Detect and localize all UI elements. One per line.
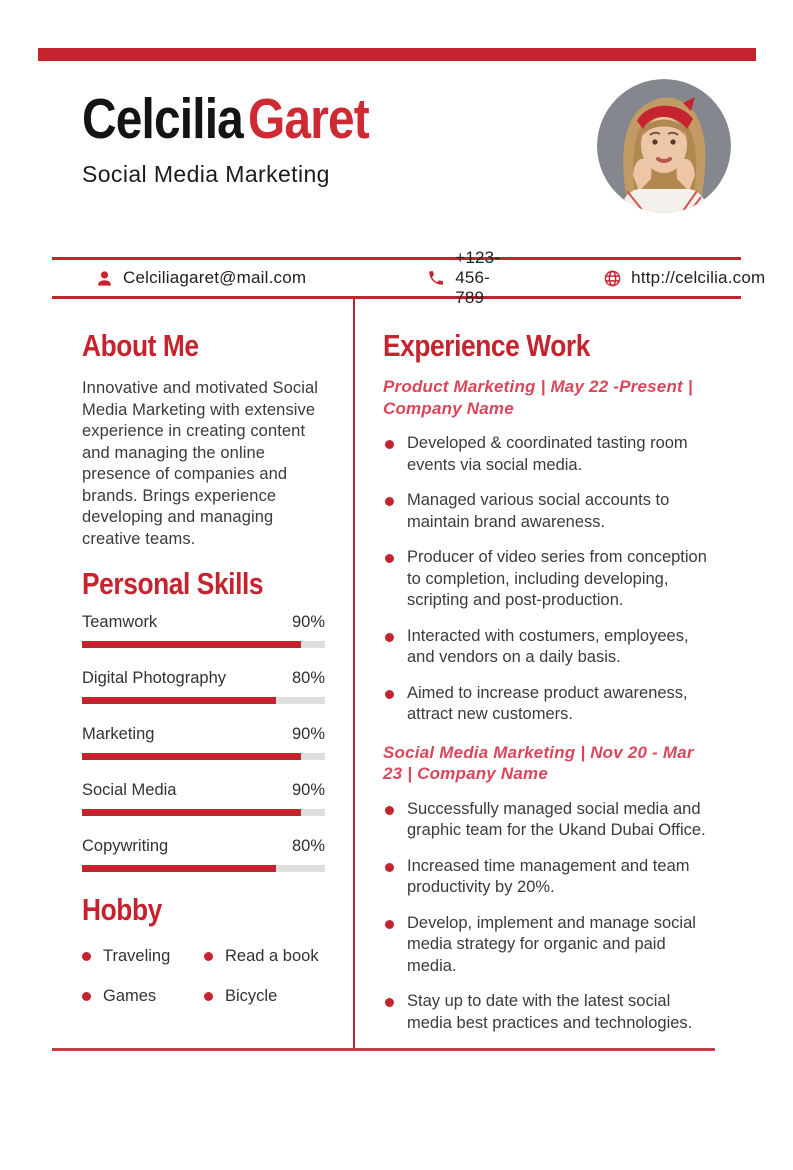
name-block xyxy=(82,87,424,188)
skill-label: Marketing xyxy=(82,725,155,743)
contact-email[interactable] xyxy=(94,268,306,288)
skill-item xyxy=(82,669,325,704)
skill-item xyxy=(82,781,325,816)
portrait-illustration xyxy=(597,79,731,213)
bullet-icon xyxy=(82,992,91,1001)
globe-icon xyxy=(602,268,622,288)
phone-icon xyxy=(426,268,446,288)
page-title xyxy=(82,87,369,151)
top-accent-bar xyxy=(38,48,756,61)
profile-photo xyxy=(597,79,731,213)
hobby-label: Read a book xyxy=(225,947,319,965)
skill-item xyxy=(82,837,325,872)
bullet-icon xyxy=(204,992,213,1001)
skill-bar-fill xyxy=(82,809,301,816)
skills-list xyxy=(82,613,325,872)
job-bullet: Developed & coordinated tasting room events via social media. xyxy=(383,433,710,476)
right-column xyxy=(355,299,715,1048)
skill-item xyxy=(82,725,325,760)
job-bullet: Develop, implement and manage social media strategy for organic and paid media. xyxy=(383,913,710,978)
skill-label: Teamwork xyxy=(82,613,158,631)
hobby-item xyxy=(204,947,325,966)
job-bullet-list xyxy=(383,799,710,1035)
job-bullet: Producer of video series from conception to completion, including developing, scripting and post-production. xyxy=(383,547,710,612)
skill-bar-track xyxy=(82,809,325,816)
left-column xyxy=(52,299,355,1048)
skill-item xyxy=(82,613,325,648)
skill-bar-fill xyxy=(82,697,276,704)
job-bullet: Stay up to date with the latest social media best practices and technologies. xyxy=(383,991,710,1034)
skill-label: Social Media xyxy=(82,781,177,799)
job-bullet: Managed various social accounts to maintain brand awareness. xyxy=(383,490,710,533)
skill-label: Copywriting xyxy=(82,837,169,855)
bullet-icon xyxy=(82,952,91,961)
skill-bar-fill xyxy=(82,641,301,648)
contact-bar xyxy=(52,248,766,307)
skills-heading: Personal Skills xyxy=(82,566,264,601)
email-text: Celciliagaret@mail.com xyxy=(123,268,307,287)
phone-text: +123-456-789 xyxy=(455,248,501,307)
job-bullet: Aimed to increase product awareness, attract new customers. xyxy=(383,683,710,726)
name-last: Garet xyxy=(248,87,369,151)
hobby-item xyxy=(82,947,204,966)
hobby-label: Games xyxy=(103,987,157,1005)
skill-bar-fill xyxy=(82,753,301,760)
job-bullet: Interacted with costumers, employees, and vendors on a daily basis. xyxy=(383,626,710,669)
hobby-label: Bicycle xyxy=(225,987,278,1005)
website-text: http://celcilia.com xyxy=(631,268,766,287)
person-icon xyxy=(94,268,114,288)
hobby-item xyxy=(82,987,204,1006)
skill-bar-track xyxy=(82,697,325,704)
main-columns xyxy=(52,299,715,1051)
skill-label: Digital Photography xyxy=(82,669,227,687)
about-text: Innovative and motivated Social Media Marketing with extensive experience in creating content and managing the online presence of companies and brands. Brings experience developing and managing creative teams. xyxy=(82,379,319,548)
job-subtitle: Social Media Marketing xyxy=(82,161,330,187)
skill-bar-track xyxy=(82,641,325,648)
hobby-item xyxy=(204,987,325,1006)
about-heading: About Me xyxy=(82,328,199,363)
experience-jobs xyxy=(383,376,710,1034)
header xyxy=(82,87,731,213)
name-first: Celcilia xyxy=(82,87,243,151)
skill-bar-track xyxy=(82,753,325,760)
job-bullet: Increased time management and team productivity by 20%. xyxy=(383,856,710,899)
experience-heading: Experience Work xyxy=(383,328,590,363)
job-title: Product Marketing | May 22 -Present | Company Name xyxy=(383,377,693,418)
skill-percent: 90% xyxy=(291,781,325,799)
job-title: Social Media Marketing | Nov 20 - Mar 23 | Company Name xyxy=(383,742,694,783)
skill-percent: 90% xyxy=(291,725,325,743)
skill-bar-track xyxy=(82,865,325,872)
skill-percent: 90% xyxy=(291,613,325,631)
skill-bar-fill xyxy=(82,865,276,872)
hobby-heading: Hobby xyxy=(82,892,162,927)
job-bullet-list xyxy=(383,433,710,726)
skill-percent: 80% xyxy=(291,669,325,687)
hobby-list xyxy=(82,947,325,1006)
contact-website[interactable] xyxy=(602,268,765,288)
bullet-icon xyxy=(204,952,213,961)
skill-percent: 80% xyxy=(291,837,325,855)
job-bullet: Successfully managed social media and graphic team for the Ukand Dubai Office. xyxy=(383,799,710,842)
hobby-label: Traveling xyxy=(103,947,171,965)
